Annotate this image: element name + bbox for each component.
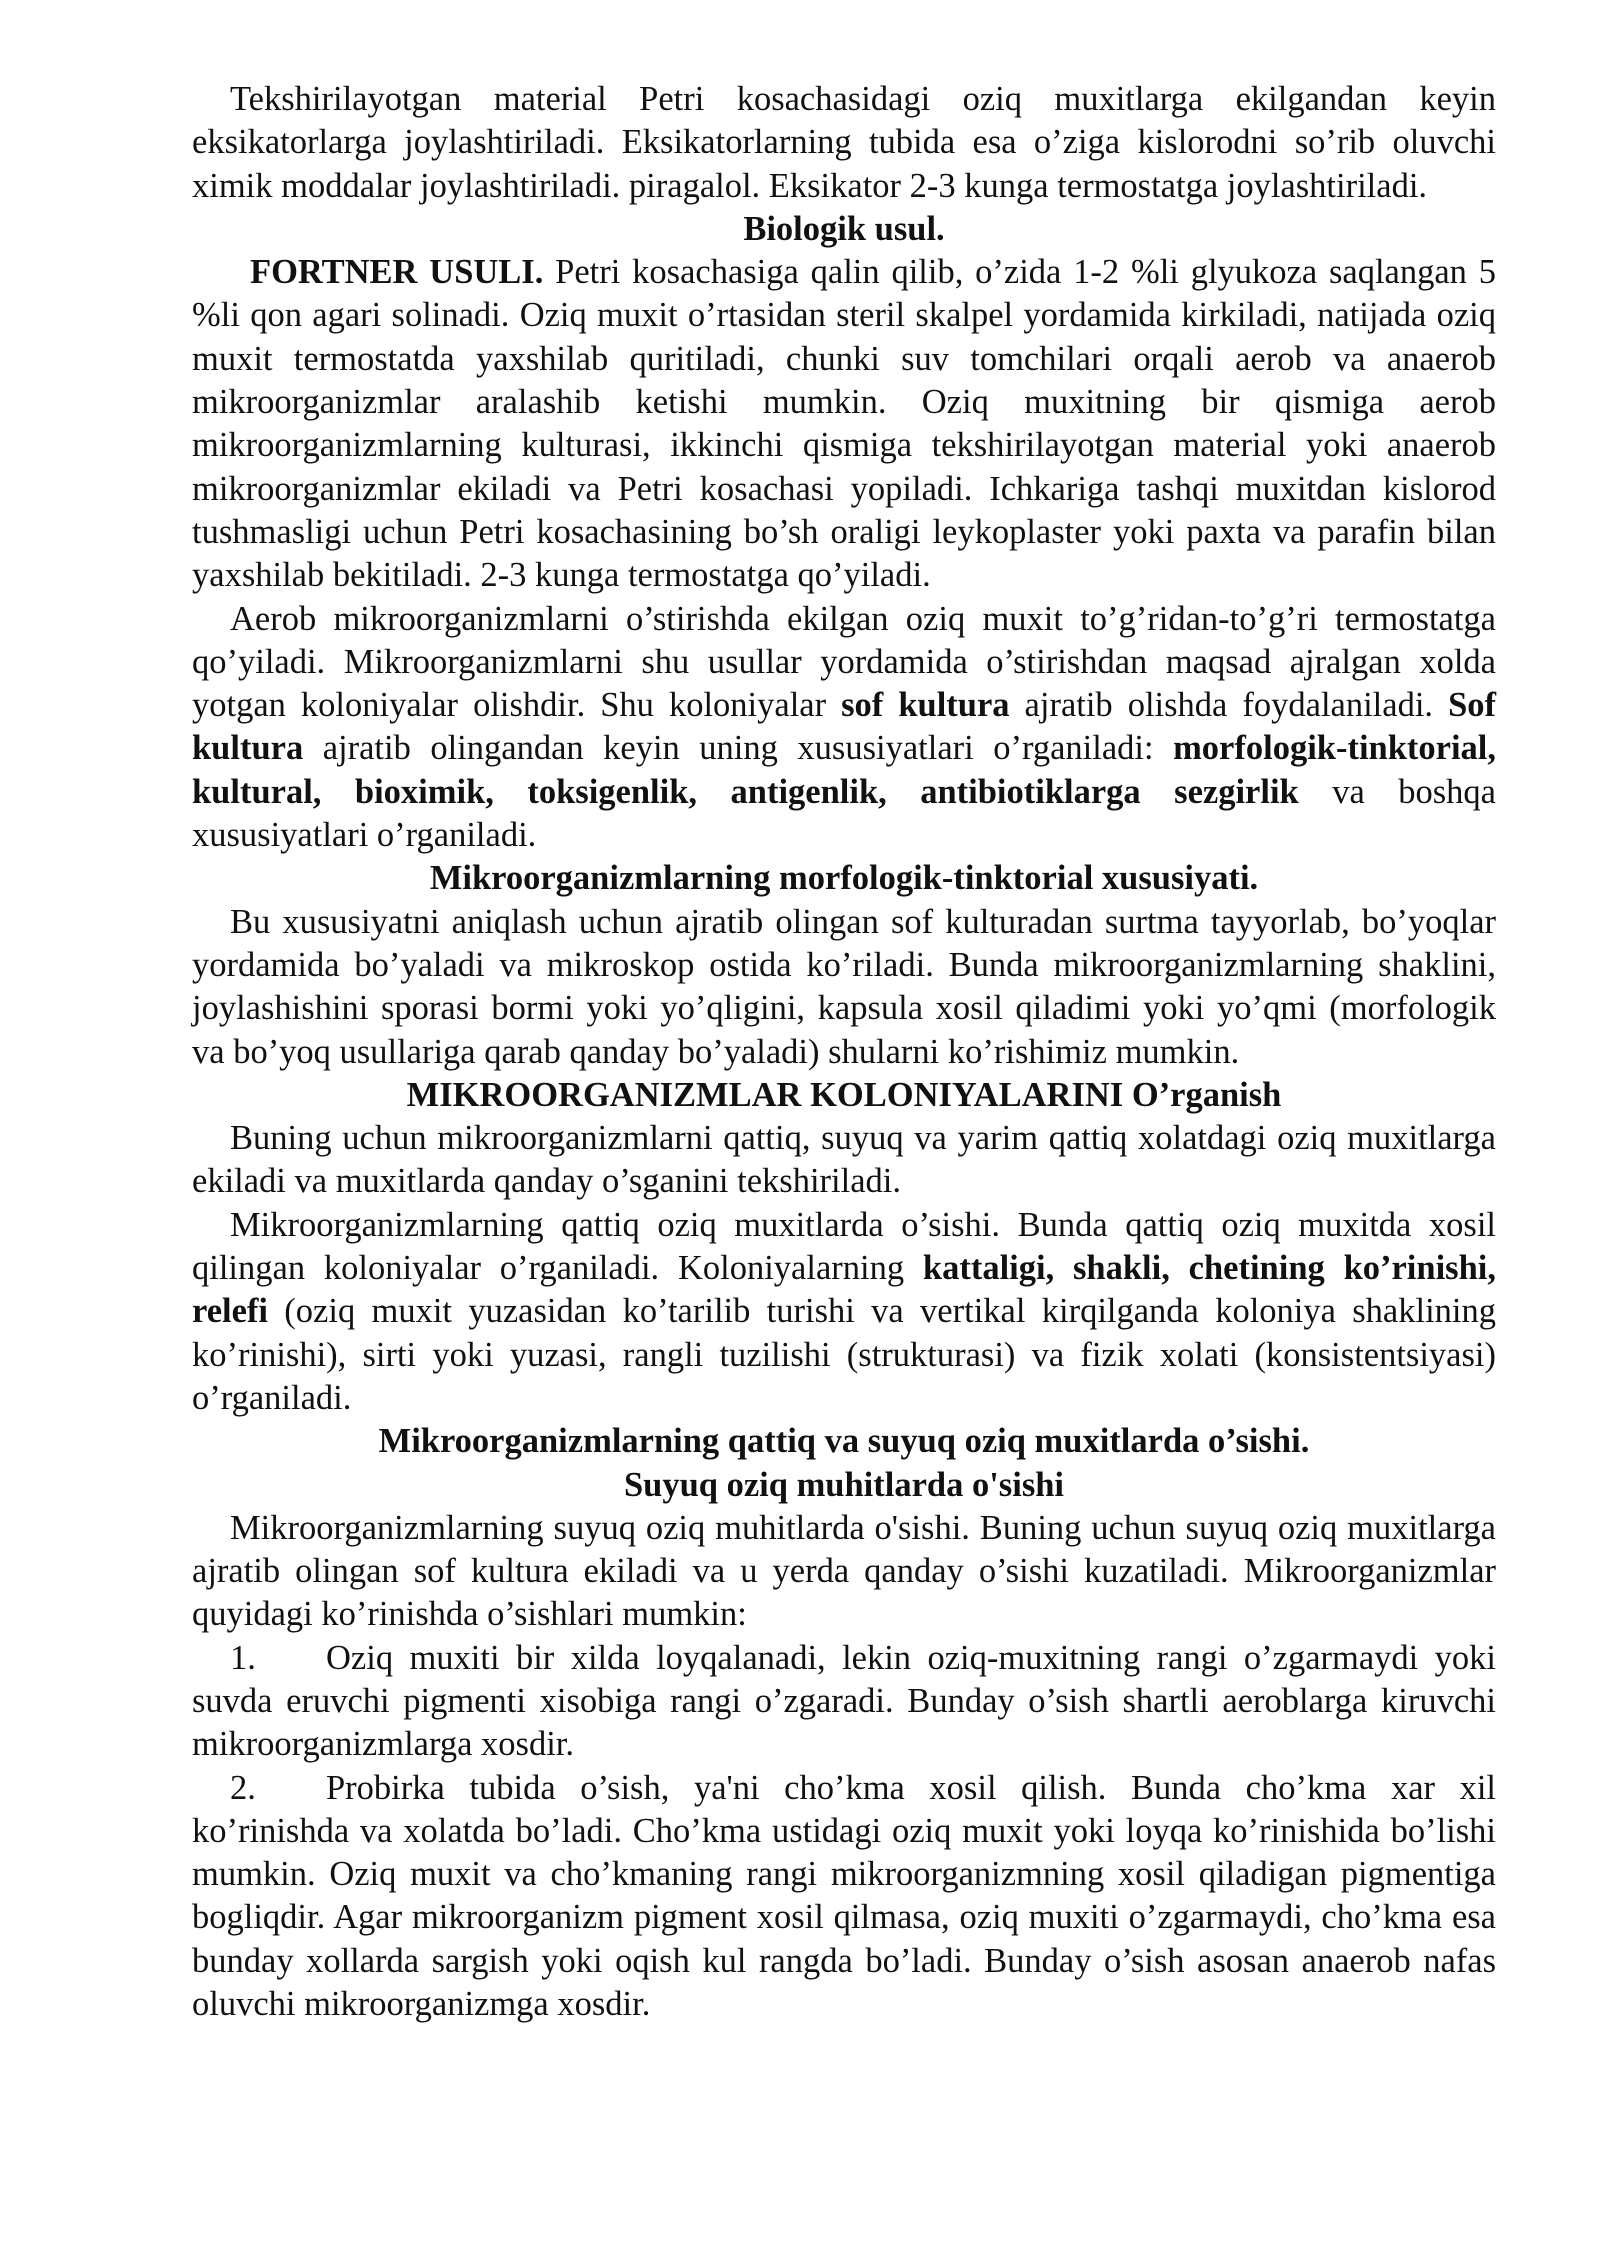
list-item-number: 1. — [230, 1638, 256, 1677]
paragraph-aerob — [192, 598, 1496, 858]
aerob-text-2: ajratib olishda foydalaniladi. — [1009, 686, 1449, 725]
list-item-text: Probirka tubida o’sish, ya'ni cho’kma xosil qilish. Bunda cho’kma xar xil ko’rinishda va xolatda bo’ladi. Cho’kma ustidagi oziq muxit yoki loyqa ko’rinishida bo’lishi mumkin. Oziq muxit va cho’kmaning rangi mikroorganizmning xosil qiladigan pigmentiga bogliqdir. Agar mikroorganizm pigment xosil qilmasa, oziq muxiti o’zgarmaydi, cho’kma esa bunday xollarda sargish yoki oqish kul rangda bo’ladi. Bunday o’sish asosan anaerob nafas oluvchi mikroorganizmga xosdir. — [192, 1768, 1496, 2024]
term-properties-list: morfologik-tinktorial, kultural, bioximik, toksigenlik, antigenlik, antibiotiklarga sezgirlik — [192, 729, 1496, 811]
fortner-method-text: Petri kosachasiga qalin qilib, o’zida 1-2 %li glyukoza saqlangan 5 %li qon agari solinadi. Oziq muxit o’rtasidan steril skalpel yordamida kirkiladi, natijada oziq muxit termostatda yaxshilab quritiladi, chunki suv tomchilari orqali aerob va anaerob mikroorganizmlar aralashib ketishi mumkin. Oziq muxitning bir qismiga aerob mikroorganizmlarning kulturasi, ikkinchi qismiga tekshirilayotgan material yoki anaerob mikroorganizmlar ekiladi va Petri kosachasi yopiladi. Ichkariga tashqi muxitdan kislorod tushmasligi uchun Petri kosachasining bo’sh oraligi leykoplaster yoki paxta va parafin bilan yaxshilab bekitiladi. 2-3 kunga termostatga qo’yiladi. — [192, 253, 1496, 595]
aerob-text-1: Aerob mikroorganizmlarni o’stirishda ekilgan oziq muxit to’g’ridan-to’g’ri termostatga qo’yiladi. Mikroorganizmlarni shu usullar yordamida o’stirishdan maqsad ajralgan xolda yotgan koloniyalar olishdir. Shu koloniyalar — [192, 599, 1496, 725]
term-sof-kultura-1: sof kultura — [841, 686, 1010, 725]
paragraph-koloniyalar-intro: Buning uchun mikroorganizmlarni qattiq, suyuq va yarim qattiq xolatdagi oziq muxitlarga ekiladi va muxitlarda qanday o’sganini tekshiriladi. — [192, 1119, 1496, 1201]
list-item — [192, 1637, 1496, 1767]
aerob-text-3: ajratib olingandan keyin uning xususiyatlari o’rganiladi: — [303, 729, 1174, 768]
paragraph-morfologik: Bu xususiyatni aniqlash uchun ajratib olingan sof kulturadan surtma tayyorlab, bo’yoqlar yordamida bo’yaladi va mikroskop ostida ko’riladi. Bunda mikroorganizmlarning shaklini, joylashishini sporasi bormi yoki yo’qligini, kapsula xosil qiladimi yoki yo’qmi (morfologik va bo’yoq usullariga qarab qanday bo’yaladi) shularni ko’rishimiz mumkin. — [192, 902, 1496, 1071]
qattiq-text-1: Mikroorganizmlarning qattiq oziq muxitlarda o’sishi. Bunda qattiq oziq muxitda xosil qilingan koloniyalar o’rganiladi. Koloniyalarning — [192, 1205, 1496, 1288]
heading-biologik-usul: Biologik usul. — [743, 209, 945, 248]
heading-qattiq-suyuq: Mikroorganizmlarning qattiq va suyuq oziq muxitlarda o’sishi. — [378, 1422, 1310, 1461]
heading-koloniyalar: MIKROORGANIZMLAR KOLONIYALARINI O’rganish — [406, 1075, 1282, 1114]
list-item-number: 2. — [230, 1768, 256, 1807]
heading-morfologik: Mikroorganizmlarning morfologik-tinktorial xususiyati. — [429, 859, 1259, 898]
paragraph-fortner — [192, 251, 1496, 597]
list-item-text: Oziq muxiti bir xilda loyqalanadi, lekin oziq-muxitning rangi o’zgarmaydi yoki suvda eruvchi pigmenti xisobiga rangi o’zgaradi. Bunday o’sish shartli aeroblarga kiruvchi mikroorganizmlarga xosdir. — [192, 1638, 1496, 1764]
qattiq-text-2: (oziq muxit yuzasidan ko’tarilib turishi va vertikal kirqilganda koloniya shaklining ko’rinishi), sirti yoki yuzasi, rangli tuzilishi (strukturasi) va fizik xolati (konsistentsiyasi) o’rganiladi. — [192, 1292, 1496, 1417]
fortner-method-title: FORTNER USULI. — [250, 253, 544, 292]
paragraph-qattiq-muxit — [192, 1204, 1496, 1420]
paragraph-eksikator: Tekshirilayotgan material Petri kosachasidagi oziq muxitlarga ekilgandan keyin eksikatorlarga joylashtiriladi. Eksikatorlarning tubida esa o’ziga kislorodni so’rib oluvchi ximik moddalar joylashtiriladi. piragalol. Eksikator 2-3 kunga termostatga joylashtiriladi. — [192, 80, 1496, 205]
list-item — [192, 1767, 1496, 2027]
paragraph-suyuq: Mikroorganizmlarning suyuq oziq muhitlarda o'sishi. Buning uchun suyuq oziq muxitlarga ajratib olingan sof kultura ekiladi va u yerda qanday o’sishi kuzatiladi. Mikroorganizmlar quyidagi ko’rinishda o’sishlari mumkin: — [192, 1508, 1496, 1634]
document-page — [192, 78, 1496, 2026]
term-sof-kultura-2: Sof kultura — [192, 686, 1497, 768]
heading-suyuq: Suyuq oziq muhitlarda o'sishi — [623, 1465, 1065, 1504]
term-koloniya-features: kattaligi, shakli, chetining ko’rinishi, relefi — [192, 1249, 1496, 1331]
aerob-text-4: va boshqa xususiyatlari o’rganiladi. — [192, 772, 1496, 855]
